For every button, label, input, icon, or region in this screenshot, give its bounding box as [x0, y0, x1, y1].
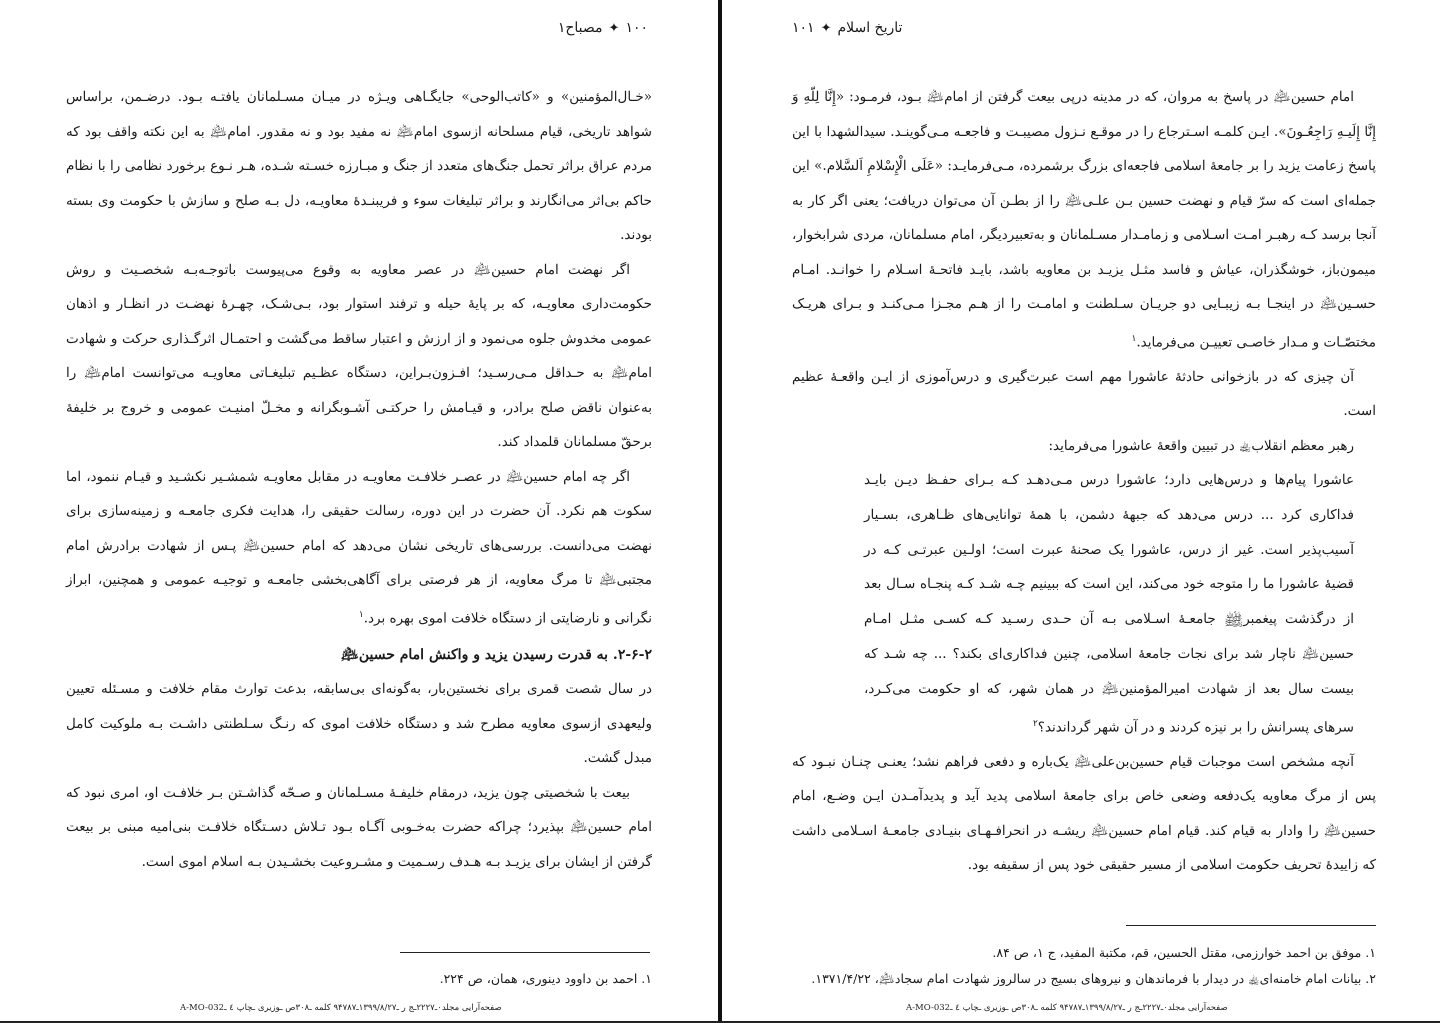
- paragraph: [66, 460, 652, 636]
- running-header: [558, 20, 648, 36]
- running-title: مصباح۱: [557, 20, 603, 36]
- footnote-rule: [400, 952, 650, 953]
- footnotes: [776, 940, 1376, 992]
- section-heading: ۲-۶-۲. به قدرت رسیدن یزید و واکنش امام حسین﵇: [340, 646, 652, 663]
- running-title: تاریخ اسلام: [837, 20, 903, 36]
- print-info: صفحه‌آرایی مجلد۰ـ۲۲۲۷ـج ر ـ۱۳۹۹/۸/۲۷ـ۹۴۷۸۷ کلمه ـ۳۰۸ص ـوزیری ـچاپ ٤ ـA-MO-032: [180, 1003, 502, 1013]
- right-page: [722, 0, 1440, 1023]
- footnotes: [62, 966, 652, 992]
- paragraph: اگر نهضت امام حسین﵇ در عصر معاویه به وقوع می‌پیوست باتوجـه‌بـه شخصـیت و روش حکومت‌داری معاویـه، که بر پایۀ حیله و ترفند استوار بود، بـی‌شـک، چهـرۀ نهضـت در انظـار و اذهان عمومی مخدوش جلوه می‌نمود و از ارزش و اعتبار ساقط می‌گشت و احتمـال اثرگـذاری حرکت و شهادت امام﵇ به حـداقل مـی‌رسـید؛ افـزون‌بـراین، دستگاه عظـیم تبلیغـاتی معاویـه می‌توانست امام﵇ را به‌عنوان ناقض صلح برادر، و قیـامش را حرکتـی آشـوبگرانه و مخـلّ امنیـت عمومی و خروج بر خلیفۀ برحقّ مسلمانان قلمداد کند.: [66, 261, 652, 450]
- footnote: ۱. احمد بن داوود دینوری، همان، ص ۲۲۴.: [439, 971, 652, 986]
- paragraph: در سال شصت قمری برای نخستین‌بار، به‌گونه‌ای بی‌سابقه، بدعت توارث مقام خلافت و مسـئله تعیین ولیعهدی ازسوی معاویه مطرح شد و دستگاه خلافت اموی که رنـگ سـلطنتی داشـت بـه ملوکیت کامل مبدل گشت.: [66, 681, 652, 766]
- star-separator-icon: ✦: [608, 21, 620, 36]
- running-header: [792, 20, 902, 36]
- paragraph: آن چیزی که در بازخوانی حادثۀ عاشورا مهم است عبرت‌گیری و درس‌آموزی از ایـن واقعـۀ عظیم است.: [792, 368, 1376, 419]
- footnote-ref[interactable]: ۲: [1032, 718, 1038, 729]
- paragraph: «خـال‌المؤمنین» و «کاتب‌الوحی» جایگـاهی ویـژه در میـان مسـلمانان یافتـه بـود. درضـمن، براساس شواهد تاریخی، قیام مسلحانه ازسوی امام﵇ نه مفید بود و نه مقدور. امام﵇ به این نکته واقف بود که مردم عراق براثر تحمل جنگ‌های متعدد از جنگ و مبـارزه خسـته شـده، هـر نـوع برخورد نظامی را با نظام حاکم بی‌اثر می‌انگارند و براثر تبلیغات سوء و فریبنـدۀ معاویـه، دل بـه صلح و سازش با حکومت وی بسته بودند.: [66, 89, 652, 243]
- quote-text: عاشورا پیام‌ها و درس‌هایی دارد؛ عاشورا درس مـی‌دهـد کـه بـرای حفـظ دیـن بایـد فداکاری کرد ... درس می‌دهد که جبهۀ دشمن، با همۀ توانایی‌های ظـاهری، بسـیار آسیب‌پذیر است. غیر از درس، عاشورا یک صحنۀ عبرت است؛ اولـین عبرتـی کـه در قضیۀ عاشورا ما را متوجه خود می‌کند، این است که ببینیم چـه شـد کـه پنجـاه سـال بعد از درگذشت پیغمبر﵌ جامعـۀ اسـلامی بـه آن حـدی رسـید کـه کسـی مثـل امـام حسین﵇ ناچار شد برای نجات جامعۀ اسلامی، چنین فداکاری‌ای بکند؟ ... چه شـد که بیست سال بعد از شهادت امیرالمؤمنین﵇ در همان شهر، که او حکومت می‌کـرد، سرهای پسرانش را بر نیزه کردند و در آن شهر گرداندند؟: [864, 472, 1354, 736]
- paragraph: [792, 80, 1376, 360]
- footnote: ۱. موفق بن احمد خوارزمی، مقتل الحسین، قم، مکتبة المفید، ج ۱، ص ۸۴.: [992, 945, 1376, 960]
- paragraph-text: اگر چه امام حسین﵇ در عصـر خلافـت معاویـه در مقابل معاویـه شمشـیر نکشـید و قیـام ننمود، اما سکوت هم نکرد. آن حضرت در این دوره، رسالت حقیقی را، هدایت فکری جامعـه و زمینه‌سازی برای نهضت می‌دانست. بررسی‌های تاریخی نشان می‌دهد که امام حسین﵇ پـس از شهادت برادرش امام مجتبی﵇ تا مرگ معاویه، از هر فرصتی برای آگاهی‌بخشی جامعـه و توجیـه عمومی و همچنین، ابراز نگرانی و نارضایتی از دستگاه خلافت اموی بهره برد.: [66, 468, 652, 626]
- left-page: [0, 0, 718, 1023]
- block-quote: [864, 463, 1354, 745]
- page-number: ۱۰۰: [625, 20, 648, 36]
- footnote-ref[interactable]: ۱: [1131, 333, 1137, 344]
- page-number: ۱۰۱: [792, 20, 815, 36]
- footnote: ۲. بیانات امام خامنه‌ای﵀ در دیدار با فرماندهان و نیروهای بسیج در سالروز شهادت امام سجاد﵇، ۱۳۷۱/۴/۲۲.: [811, 971, 1376, 986]
- paragraph: آنچه مشخص است موجبات قیام حسین‌بن‌علی﵇ یک‌باره و دفعی فراهم نشد؛ یعنـی چنـان نبـود که پس از مرگ معاویه یک‌دفعه وضعی خاص برای جامعۀ اسلامی پدید آید و پدیدآمـدن ایـن وضـع، امام حسین﵇ را وادار به قیام کند. قیام امام حسین﵇ ریشـه در انحرافـهـای بنیـادی جامعـۀ اسـلامی داشت که زاییدۀ تحریف حکومت اسلامی از مسیر حقیقی خود پس از سقیفه بود.: [792, 753, 1376, 874]
- paragraph: بیعت با شخصیتی چون یزید، درمقام خلیفـۀ مسـلمانان و صـحّه گذاشـتن بـر خلافـت او، امری نبود که امام حسین﵇ بپذیرد؛ چراکه حضرت به‌خـوبی آگـاه بـود تـلاش دسـتگاه خلافـت بنی‌امیه مبنی بر بیعت گرفتن از ایشان برای یزیـد بـه هـدف رسـمیت و مشـروعیت بخشـیدن بـه اسلام اموی است.: [66, 784, 652, 870]
- footnote-ref[interactable]: ۱: [358, 609, 364, 620]
- footnote-rule: [1126, 925, 1376, 926]
- paragraph-text: امام حسین﵇ در پاسخ به مروان، که در مدینه درپی بیعت گرفتن از امام﵇ بـود، فرمـود: «إِنَّا لِلّهِ وَ إِنَّا إِلَیـهِ رَاجِعُـونَ». ایـن کلمـه اسـترجاع را در موقـع نـزول مصیبـت و فاجعـه مـی‌گوینـد. سیدالشهدا با این پاسخ زعامت یزید را بر جامعۀ اسلامی فاجعه‌ای بزرگ برشمرده، مـی‌فرمایـد: «عَلَی الْإِسْلامِ اَلسَّلام.» این جمله‌ای است که سرّ قیام و نهضت حسین بـن علـی﵇ را از بطـن آن می‌توان دریافت؛ یعنی اگر کار به آنجا برسد کـه رهبـر امـت اسـلامی و زمامـدار مسـلمانان و به‌تعبیردیگر، امام مسلمانان، مردی شرابخوار، میمون‌باز، خوشگذران، عیاش و فاسد مثـل یزیـد بن معاویه باشد، بایـد فاتحـۀ اسـلام را خوانـد. امـام حسـین﵇ در اینجـا بـه زیبـایی دو جریـان سـلطنت و امامـت را از هـم مجـزا مـی‌کنـد و بـرای هریـک مختصّـات و مـدار خاصـی تعییـن می‌فرماید.: [792, 89, 1376, 350]
- print-info: صفحه‌آرایی مجلد۰ـ۲۲۲۷ـج ر ـ۱۳۹۹/۸/۲۷ـ۹۴۷۸۷ کلمه ـ۳۰۸ص ـوزیری ـچاپ ٤ ـA-MO-032: [906, 1003, 1228, 1013]
- paragraph: رهبر معظم انقلاب﵀ در تبیین واقعۀ عاشورا می‌فرماید:: [1048, 437, 1354, 454]
- star-separator-icon: ✦: [820, 21, 832, 36]
- page-body: [66, 80, 652, 879]
- page-body: [792, 80, 1376, 883]
